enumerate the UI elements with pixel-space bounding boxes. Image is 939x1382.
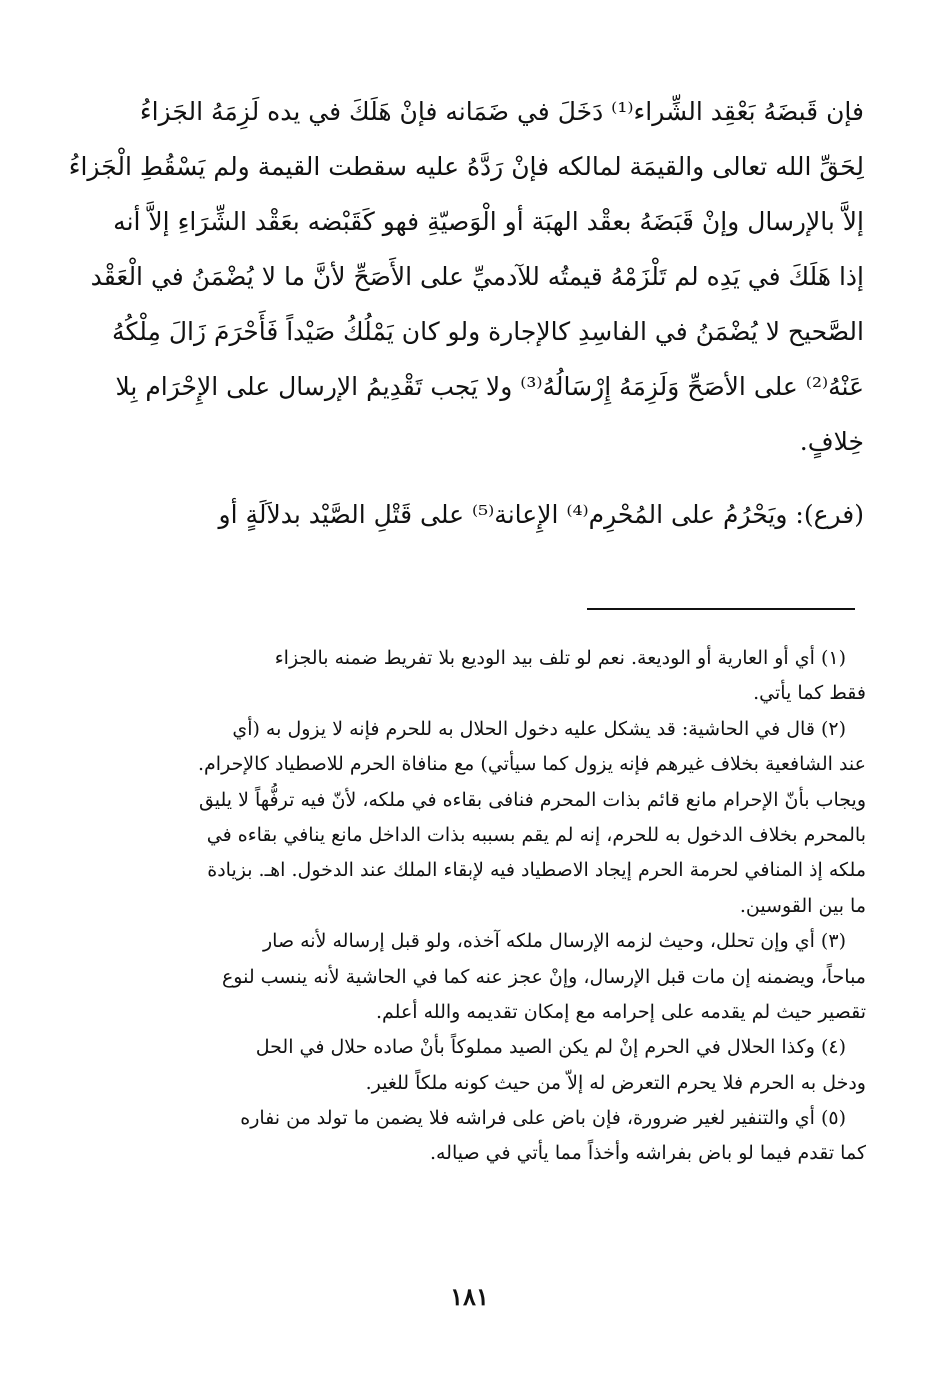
- footnotes: [66, 641, 866, 1172]
- footnote-line: ملكه إذ المنافي لحرمة الحرم إيجاد الاصطياد فيه لإبقاء الملك عند الدخول. اهـ. بزيادة: [207, 859, 866, 882]
- footnote-line: (٣) أي وإن تحلل، وحيث لزمه الإرسال ملكه آخذه، ولو قبل إرساله لأنه صار: [262, 930, 846, 953]
- footnote-separator: [587, 608, 855, 610]
- main-text-line: الصَّحيح لا يُضْمَنُ في الفاسِدِ كالإجارة ولو كان يَمْلُكُ صَيْداً فَأَحْرَمَ زَالَ مِلْكُهُ: [112, 317, 864, 346]
- main-text-line: إلاَّ بالإرسال وإنْ قَبَضَهُ بعقْد الهبَة أو الْوَصيّةِ فهو كَقَبْضه بعَقْد الشِّرَاءِ إلاَّ أنه: [113, 207, 864, 236]
- footnote-line: مباحاً، ويضمنه إن مات قبل الإرسال، وإنْ عجز عنه كما في الحاشية لأنه ينسب لنوع: [221, 965, 866, 988]
- footnote-line: فقط كما يأتي.: [753, 682, 866, 705]
- footnote-line: (٤) وكذا الحلال في الحرم إنْ لم يكن الصيد مملوكاً بأنْ صاده حلال في الحل: [255, 1036, 846, 1059]
- footnote-5: [66, 1101, 866, 1172]
- footnote-line: بالمحرم بخلاف الدخول به للحرم، إنه لم يقم بسببه بذات الداخل مانع ينافي بقاءه في: [206, 823, 866, 846]
- main-text: [64, 84, 864, 542]
- footnote-line: ودخل به الحرم فلا يحرم التعرض له إلاّ من حيث كونه ملكاً للغير.: [365, 1071, 866, 1094]
- footnote-line: كما تقدم فيما لو باض بفراشه وأخذاً مما يأتي في صياله.: [429, 1142, 866, 1165]
- footnote-line: (٥) أي والتنفير لغير ضرورة، فإن باض على فراشه فلا يضمن ما تولد من نفاره: [240, 1107, 846, 1130]
- main-text-line: عَنْهُ⁽²⁾ على الأصَحِّ وَلَزِمَهُ إِرْسَالُهُ⁽³⁾ ولا يَجب تَقْدِيمُ الإرسال على الإِحْرَام بِلا: [115, 372, 864, 401]
- main-text-line: (فرع): ويَحْرُمُ على المُحْرِم⁽⁴⁾ الإِعانة⁽⁵⁾ على قَتْلِ الصَّيْد بدلاَلَةٍ أو: [218, 500, 864, 529]
- main-text-line: إذا هَلَكَ في يَدِه لم تَلْزَمْهُ قيمتُه للآدميِّ على الأَصَحِّ لأنَّ ما لا يُضْمَنُ في الْعَقْد: [90, 262, 864, 291]
- footnote-1: [66, 641, 866, 712]
- main-text-line: خِلافٍ.: [799, 427, 864, 456]
- footnote-2: [66, 712, 866, 924]
- footnote-4: [66, 1030, 866, 1101]
- footnote-line: عند الشافعية بخلاف غيرهم فإنه يزول كما سيأتي) مع منافاة الحرم للاصطياد كالإحرام.: [198, 753, 866, 776]
- footnote-3: [66, 924, 866, 1030]
- main-text-line: فإن قَبضَهُ بَعْقِد الشِّراء⁽¹⁾ دَخَلَ في ضَمَانه فإنْ هَلَكَ في يده لَزِمَهُ الجَزاءُ: [139, 97, 864, 126]
- paragraph-gap: [64, 469, 864, 487]
- main-text-line: لِحَقِّ الله تعالى والقيمَة لمالكه فإنْ رَدَّهُ عليه سقطت القيمة ولم يَسْقُطِ الْجَزاءُ: [68, 152, 864, 181]
- footnote-line: ما بين القوسين.: [739, 894, 866, 917]
- page-number: ١٨١: [450, 1282, 489, 1311]
- footnote-line: ويجاب بأنّ الإحرام مانع قائم بذات المحرم فنافى بقاءه في ملكه، لأنّ فيه ترفُّهاً لا يليق: [198, 788, 866, 811]
- footnote-line: (١) أي أو العارية أو الوديعة. نعم لو تلف بيد الوديع بلا تفريط ضمنه بالجزاء: [274, 647, 846, 669]
- footnote-line: تقصير حيث لم يقدمه على إحرامه مع إمكان تقديمه والله أعلم.: [375, 1000, 866, 1023]
- footnote-line: (٢) قال في الحاشية: قد يشكل عليه دخول الحلال به للحرم فإنه لا يزول به (أي: [232, 717, 846, 740]
